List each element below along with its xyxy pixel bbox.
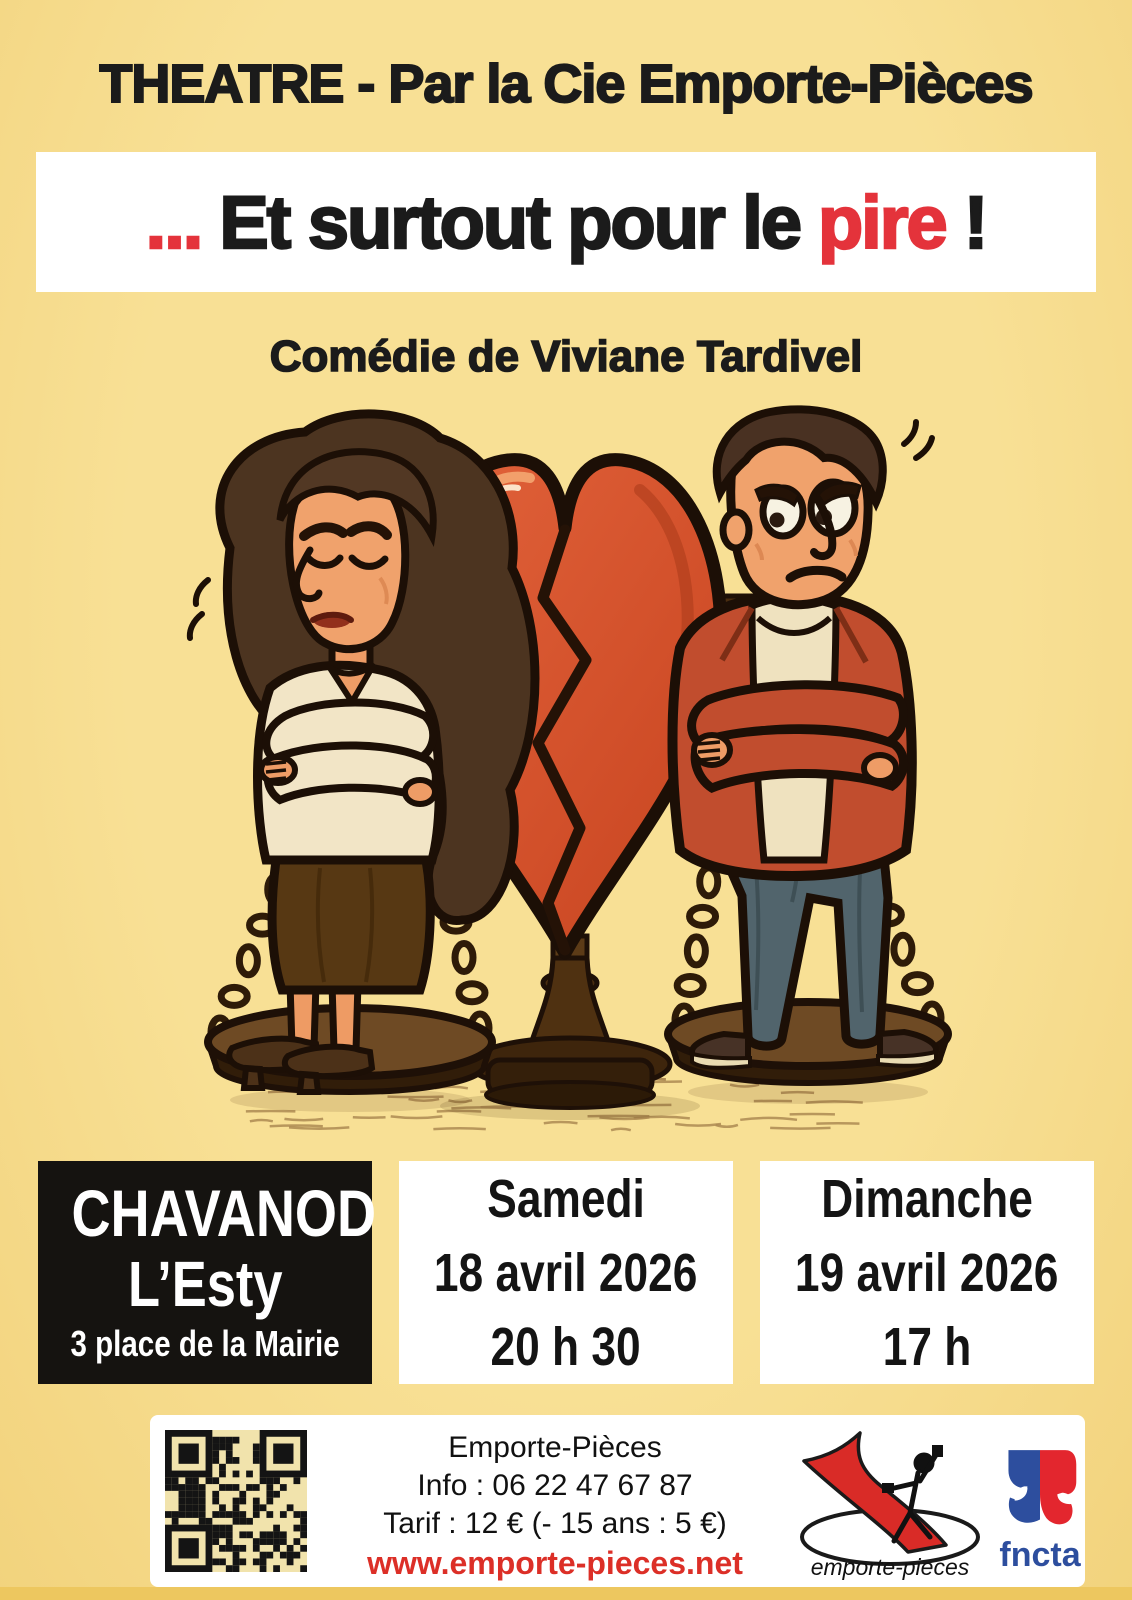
sunday-day: Dimanche [821,1168,1033,1229]
contact-block [325,1429,785,1583]
footer-bar [150,1415,1085,1587]
venue-city: CHAVANOD [71,1175,377,1250]
sunday-time: 17 h [882,1316,972,1377]
tariff-line: Tarif : 12 € (- 15 ans : 5 €) [383,1507,727,1540]
saturday-time: 20 h 30 [490,1316,642,1377]
title-highlight: pire [817,180,946,264]
qr-code-icon [165,1430,307,1572]
venue-hall: L’Esty [127,1247,283,1320]
fncta-emblem-icon [1000,1447,1080,1529]
show-date-saturday [399,1161,733,1384]
author-subtitle: Comédie de Viviane Tardivel [269,332,863,381]
fncta-label: fncta [999,1536,1081,1574]
company-logo-text: emporte-pieces [810,1554,970,1580]
title-exclamation: ! [963,180,987,264]
show-date-sunday [760,1161,1094,1384]
sunday-date: 19 avril 2026 [795,1242,1059,1303]
poster-header: THEATRE - Par la Cie Emporte-Pièces [99,54,1033,114]
title-main: Et surtout pour le [219,180,800,264]
emporte-pieces-logo [788,1425,993,1583]
bottom-edge-band [0,1587,1132,1600]
scale-stand [470,936,670,1108]
company-name: Emporte-Pièces [448,1431,662,1464]
title-ellipsis: ... [145,180,202,264]
man-figure [673,409,937,1067]
illustration [80,398,1050,1143]
show-title-banner [36,152,1096,292]
fncta-logo [995,1447,1085,1575]
saturday-date: 18 avril 2026 [434,1242,698,1303]
venue-box [38,1161,377,1384]
website-url: www.emporte-pieces.net [367,1545,743,1581]
venue-address: 3 place de la Mairie [70,1322,340,1364]
info-phone: Info : 06 22 47 67 87 [417,1469,693,1502]
saturday-day: Samedi [487,1168,645,1229]
